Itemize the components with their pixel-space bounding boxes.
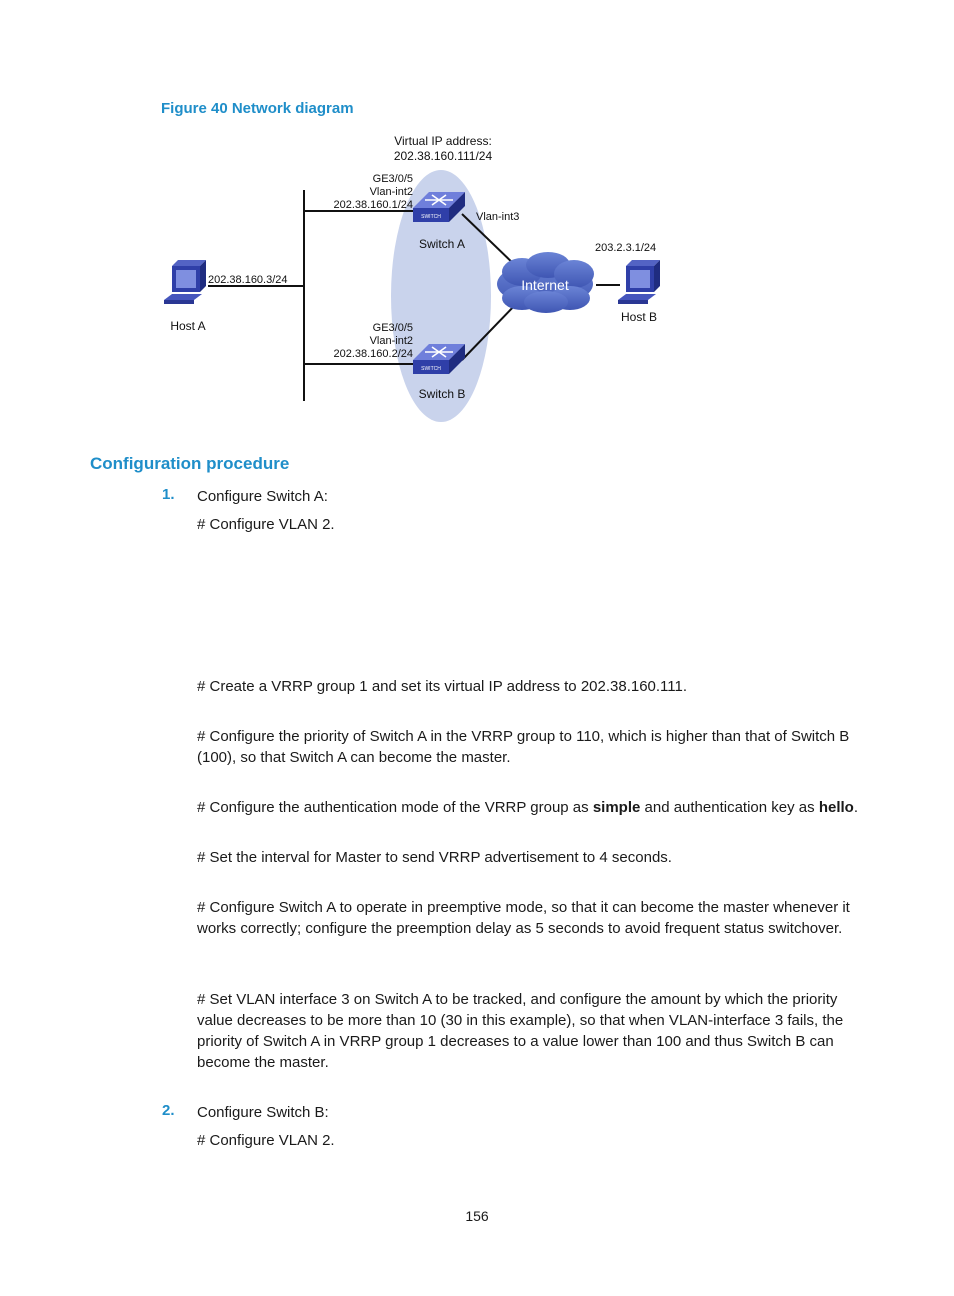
host-b-ip-label: 203.2.3.1/24: [595, 242, 657, 254]
paragraph-configure-vlan2-b: # Configure VLAN 2.: [197, 1132, 335, 1149]
switch-b-name: Switch B: [418, 387, 466, 401]
page-number: 156: [465, 1208, 489, 1224]
auth-mode-value: simple: [592, 799, 641, 816]
step-2-text: Configure Switch B:: [197, 1104, 329, 1121]
switch-a-vlan-label: Vlan-int2: [369, 186, 413, 198]
auth-key-value: hello: [818, 799, 854, 816]
auth-text-before: # Configure the authentication mode of the VRRP group as: [197, 799, 593, 816]
virtual-ip-address: 202.38.160.111/24: [393, 149, 493, 163]
step-2-number: 2.: [162, 1102, 175, 1119]
host-a-ip-label: 202.38.160.3/24: [208, 274, 288, 286]
paragraph-priority: # Configure the priority of Switch A in the VRRP group to 110, which is higher than that of Switch B (100), so that Switch A can become the master.: [197, 728, 850, 766]
paragraph-preempt: # Configure Switch A to operate in preemptive mode, so that it can become the master whenever it works correctly; configure the preemption delay as 5 seconds to avoid frequent status switchover.: [197, 899, 850, 937]
step-1-number: 1.: [162, 486, 175, 503]
auth-text-after: .: [853, 799, 858, 816]
switch-a-badge: SWITCH: [421, 214, 441, 220]
virtual-ip-label: Virtual IP address:: [394, 134, 492, 148]
paragraph-interval: # Set the interval for Master to send VRRP advertisement to 4 seconds.: [197, 849, 672, 866]
switch-a-port-label: GE3/0/5: [372, 173, 413, 185]
switch-b-port-label: GE3/0/5: [372, 322, 413, 334]
host-a-icon: [164, 260, 206, 304]
switch-b-ip-label: 202.38.160.2/24: [333, 348, 413, 360]
switch-b-badge: SWITCH: [421, 366, 441, 372]
paragraph-create-vrrp: # Create a VRRP group 1 and set its virtual IP address to 202.38.160.111.: [197, 678, 688, 695]
section-heading: Configuration procedure: [90, 454, 290, 473]
paragraph-configure-vlan2-a: # Configure VLAN 2.: [197, 516, 335, 533]
switch-b-vlan-label: Vlan-int2: [369, 335, 413, 347]
switch-a-name: Switch A: [418, 237, 466, 251]
auth-text-middle: and authentication key as: [640, 799, 819, 816]
network-diagram: [150, 126, 690, 431]
switch-a-ip-label: 202.38.160.1/24: [333, 199, 413, 211]
switch-a-uplink-label: Vlan-int3: [476, 211, 520, 223]
host-b-icon: [618, 260, 660, 304]
step-1-text: Configure Switch A:: [197, 488, 328, 505]
paragraph-track: # Set VLAN interface 3 on Switch A to be tracked, and configure the amount by which the priority value decreases to be more than 10 (30 in this example), so that when VLAN-interface 3 fails, the priority of Switch A in VRRP group 1 decreases to a value lower than 100 and thus Switch B can become the master.: [197, 991, 844, 1071]
internet-label: Internet: [521, 277, 569, 293]
host-b-name: Host B: [620, 310, 658, 324]
host-a-name: Host A: [170, 319, 206, 333]
paragraph-authentication: [197, 797, 865, 818]
figure-title: Figure 40 Network diagram: [161, 100, 354, 117]
